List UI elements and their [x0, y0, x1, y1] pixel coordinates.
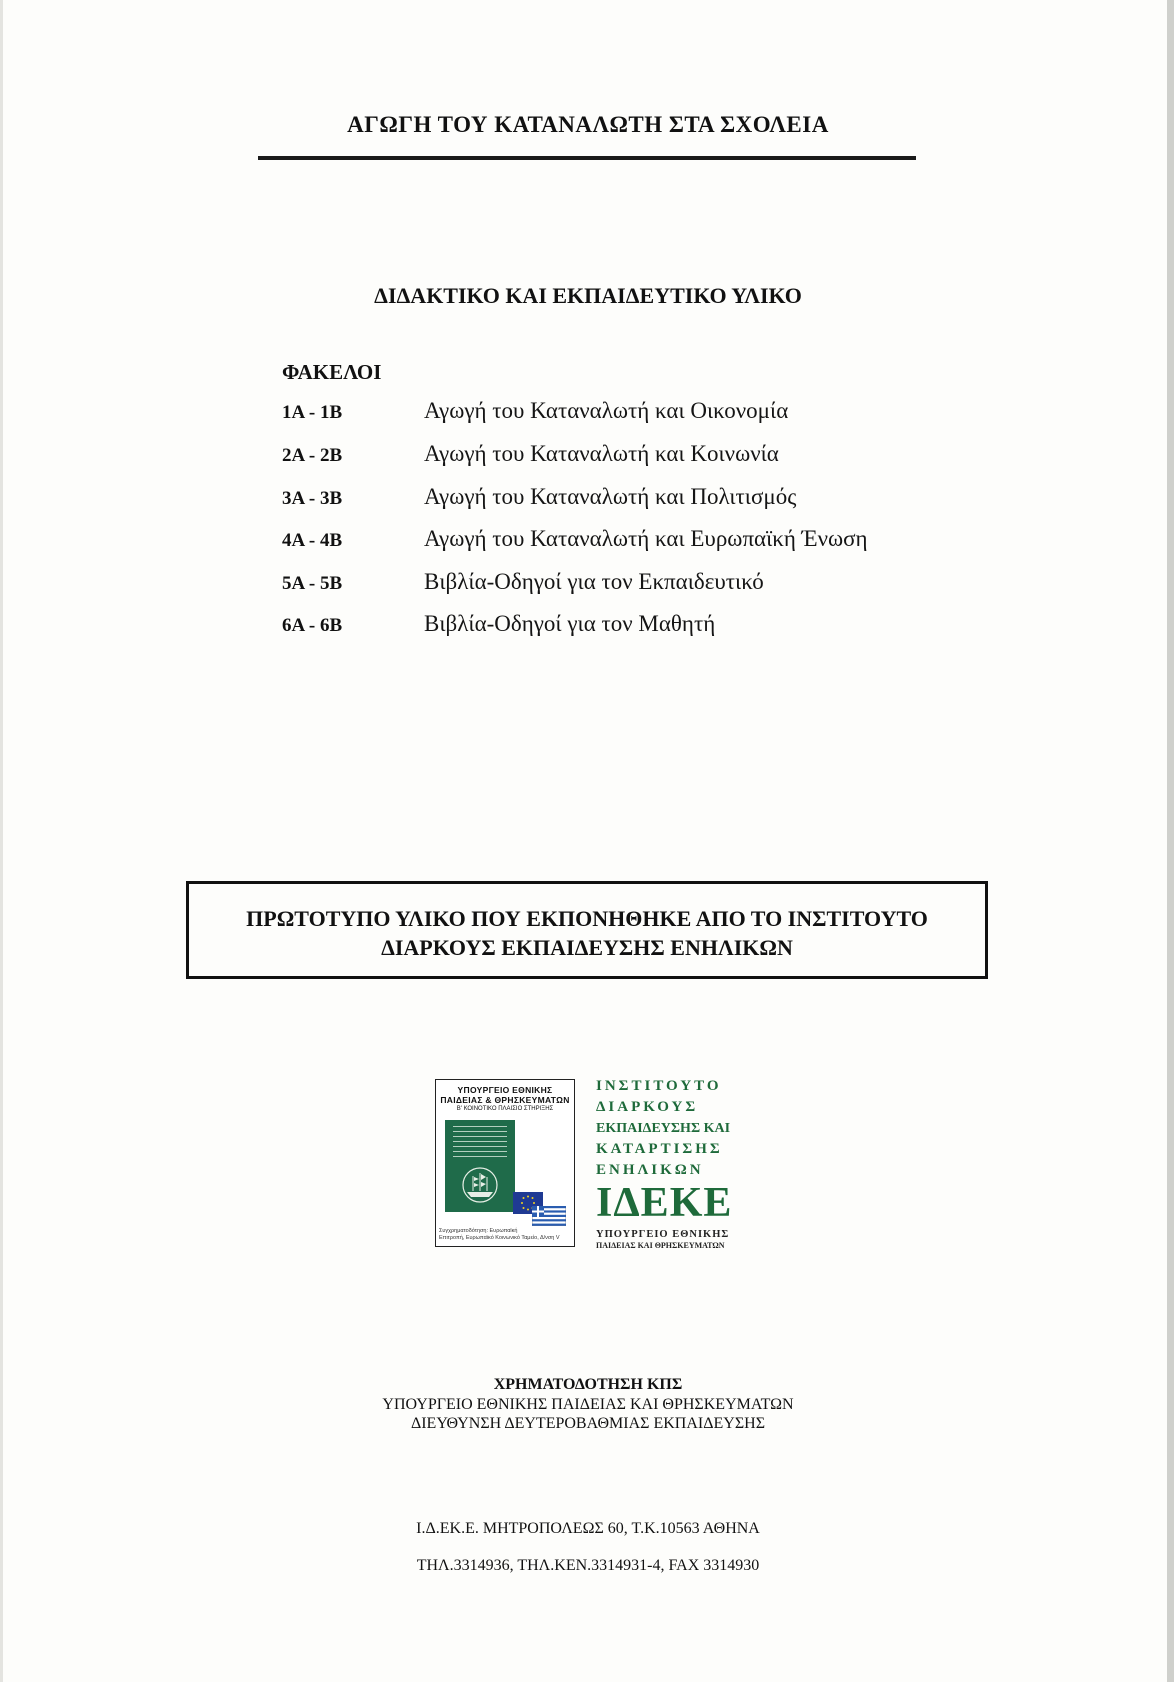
folders-label: ΦΑΚΕΛΟΙ: [282, 360, 382, 384]
ministry-green-panel: [445, 1120, 515, 1212]
greek-flag-icon: [532, 1206, 566, 1226]
page-edge-left: [0, 0, 3, 1682]
ideke-line-1: ΙΝΣΤΙΤΟΥΤΟ: [596, 1078, 722, 1094]
folder-title: Αγωγή του Καταναλωτή και Κοινωνία: [424, 441, 779, 466]
phone-line: ΤΗΛ.3314936, ΤΗΛ.ΚΕΝ.3314931-4, FAX 3314930: [416, 1557, 760, 1574]
ideke-line-4: ΚΑΤΑΡΤΙΣΗΣ: [596, 1141, 723, 1157]
folder-title: Βιβλία-Οδηγοί για τον Εκπαιδευτικό: [424, 569, 764, 594]
folder-code: 4Α - 4Β: [282, 530, 343, 551]
folder-title: Αγωγή του Καταναλωτή και Πολιτισμός: [424, 484, 797, 509]
ministry-footer-line-1: Συγχρηματοδότηση: Ευρωπαϊκή: [439, 1228, 518, 1234]
ship-emblem-icon: [457, 1166, 503, 1204]
ideke-ministry-1: ΥΠΟΥΡΓΕΙΟ ΕΘΝΙΚΗΣ: [596, 1229, 730, 1240]
folder-title: Αγωγή του Καταναλωτή και Ευρωπαϊκή Ένωση: [424, 526, 868, 551]
ministry-logo-line-2: ΠΑΙΔΕΙΑΣ & ΘΡΗΣΚΕΥΜΑΤΩΝ: [440, 1095, 570, 1105]
ideke-line-2: ΔΙΑΡΚΟΥΣ: [596, 1099, 699, 1115]
ideke-acronym: ΙΔΕΚΕ: [596, 1180, 733, 1226]
ministry-logo-line-3: Β' ΚΟΙΝΟΤΙΚΟ ΠΛΑΙΣΙΟ ΣΤΗΡΙΞΗΣ: [456, 1106, 554, 1112]
page-edge-right: [1167, 0, 1174, 1682]
folder-title: Βιβλία-Οδηγοί για τον Μαθητή: [424, 611, 716, 636]
credit-box: [186, 881, 988, 979]
ideke-line-5: ΕΝΗΛΙΚΩΝ: [596, 1162, 704, 1178]
address-line: Ι.Δ.ΕΚ.Ε. ΜΗΤΡΟΠΟΛΕΩΣ 60, Τ.Κ.10563 ΑΘΗΝΑ: [416, 1520, 760, 1537]
ministry-logo-line-1: ΥΠΟΥΡΓΕΙΟ ΕΘΝΙΚΗΣ: [457, 1085, 553, 1095]
folder-code: 1Α - 1Β: [282, 402, 343, 423]
ideke-ministry-2: ΠΑΙΔΕΙΑΣ ΚΑΙ ΘΡΗΣΚΕΥΜΑΤΩΝ: [596, 1241, 725, 1250]
header-title: ΑΓΩΓΗ ΤΟΥ ΚΑΤΑΝΑΛΩΤΗ ΣΤΑ ΣΧΟΛΕΙΑ: [347, 112, 829, 137]
funding-line-2: ΔΙΕΥΘΥΝΣΗ ΔΕΥΤΕΡΟΒΑΘΜΙΑΣ ΕΚΠΑΙΔΕΥΣΗΣ: [410, 1415, 766, 1432]
header-rule: [258, 156, 916, 160]
folder-code: 2Α - 2Β: [282, 445, 343, 466]
funding-line-1: ΥΠΟΥΡΓΕΙΟ ΕΘΝΙΚΗΣ ΠΑΙΔΕΙΑΣ ΚΑΙ ΘΡΗΣΚΕΥΜΑΤΩΝ: [382, 1396, 794, 1413]
ministry-logo-footer: [439, 1228, 571, 1242]
credit-line-1: ΠΡΩΤΟΤΥΠΟ ΥΛΙΚΟ ΠΟΥ ΕΚΠΟΝΗΘΗΚΕ ΑΠΟ ΤΟ ΙΝΣΤΙΤΟΥΤΟ: [246, 906, 928, 931]
funding-block: [258, 1375, 918, 1433]
credit-line-2: ΔΙΑΡΚΟΥΣ ΕΚΠΑΙΔΕΥΣΗΣ ΕΝΗΛΙΚΩΝ: [381, 935, 793, 960]
ministry-logo: [435, 1079, 575, 1247]
ministry-panel-text: [453, 1126, 507, 1160]
ministry-footer-line-2: Επιτροπή, Ευρωπαϊκό Κοινωνικό Ταμείο, Δ/νση V: [439, 1235, 560, 1241]
folder-title: Αγωγή του Καταναλωτή και Οικονομία: [424, 398, 789, 423]
section-title: ΔΙΔΑΚΤΙΚΟ ΚΑΙ ΕΚΠΑΙΔΕΥΤΙΚΟ ΥΛΙΚΟ: [374, 283, 802, 308]
folder-code: 3Α - 3Β: [282, 488, 343, 509]
ideke-line-3: ΕΚΠΑΙΔΕΥΣΗΣ ΚΑΙ: [596, 1121, 731, 1136]
folder-code: 6Α - 6Β: [282, 615, 343, 636]
funding-title: ΧΡΗΜΑΤΟΔΟΤΗΣΗ ΚΠΣ: [493, 1376, 683, 1393]
ideke-logo: [596, 1076, 766, 1251]
folder-code: 5Α - 5Β: [282, 573, 343, 594]
